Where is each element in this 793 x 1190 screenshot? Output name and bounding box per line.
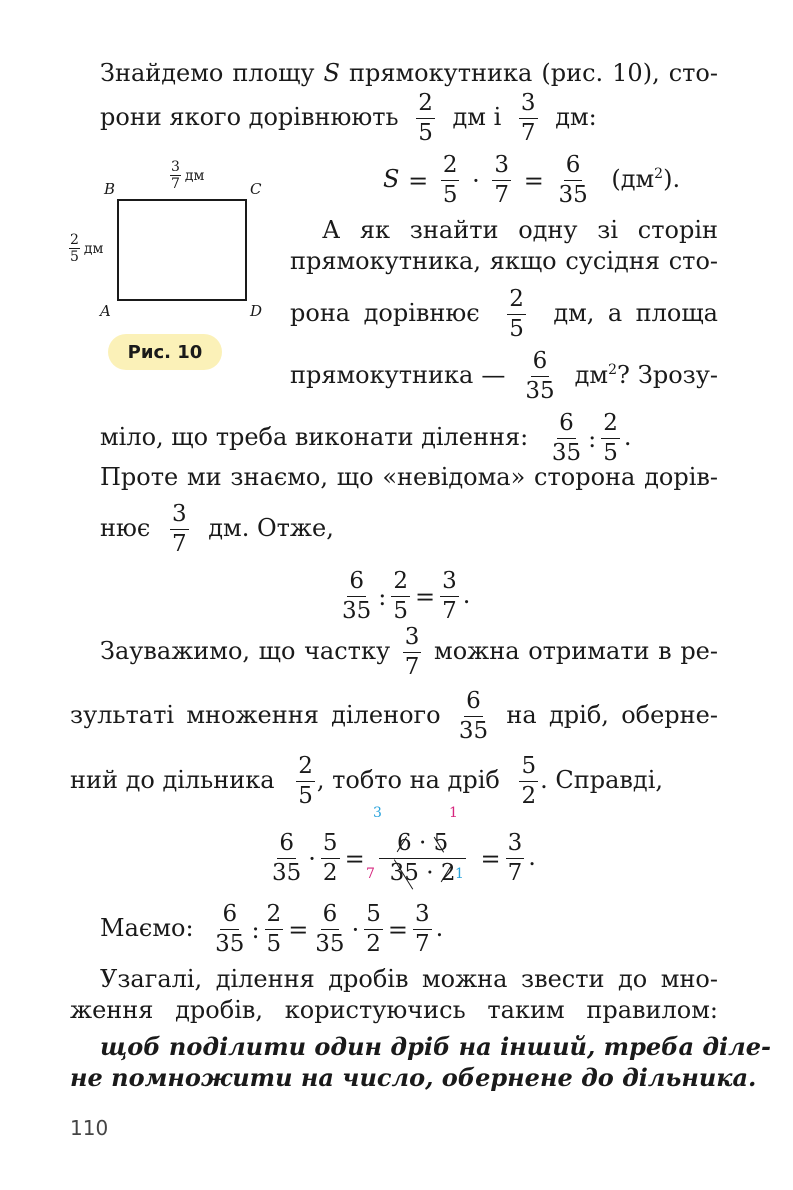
text: рони якого дорівнюють bbox=[100, 103, 399, 131]
text-line-1 bbox=[100, 58, 718, 88]
rule-line-2: не помножити на число, обернене до дільника. bbox=[70, 1063, 757, 1092]
text-line-p2-1: А як знайти одну зі сторін bbox=[322, 216, 718, 244]
text: дм і bbox=[452, 103, 502, 131]
text-line-p3-1: Проте ми знаємо, що «невідома» сторона дорів- bbox=[100, 463, 718, 491]
text-line-p3-2: нює $\frac{3}{7}$ дм. Отже, bbox=[100, 501, 334, 557]
text: дм: bbox=[555, 103, 597, 131]
figure-caption: Рис. 10 bbox=[108, 334, 222, 370]
rectangle-figure bbox=[110, 195, 255, 307]
text-line-p2-3: рона дорівнює $\frac{2}{5}$ дм, а площа bbox=[290, 286, 718, 342]
text-line-p4-3: ний до дільника $\frac{2}{5}$ , тобто на дріб $\frac{5}{2}$ . Справді, bbox=[70, 753, 663, 809]
text-line-p2-2: прямокутника, якщо сусідня сто- bbox=[290, 247, 718, 275]
rule-line-1: щоб поділити один дріб на інший, треба діле- bbox=[100, 1032, 771, 1061]
text: Знайдемо площу bbox=[100, 59, 315, 87]
text-line-p4-2: зультаті множення діленого $\frac{6}{35}$ на дріб, оберне- bbox=[70, 688, 718, 744]
top-dimension: $\frac{3}{7}$ дм bbox=[171, 159, 205, 192]
text-line-p5-1: Узагалі, ділення дробів можна звести до мно- bbox=[100, 965, 718, 993]
text-line-p5-2: ження дробів, користуючись таким правилом: bbox=[70, 996, 718, 1024]
vertex-c: C bbox=[250, 180, 262, 198]
cancel-mark-7: 7 bbox=[366, 866, 375, 882]
vertex-a: A bbox=[100, 302, 111, 320]
text-line-2 bbox=[100, 92, 597, 145]
text: прямокутника (рис. 10), сто- bbox=[349, 59, 718, 87]
fraction-2-5: $\frac{2}{5}$ bbox=[418, 90, 433, 146]
fraction-3-7: $\frac{3}{7}$ bbox=[520, 90, 536, 146]
cancel-mark-3: 3 bbox=[373, 805, 382, 821]
var-s: S bbox=[323, 59, 340, 87]
equation-area: S = $\frac{2}{5}$ · $\frac{3}{7}$ = $\frac{6}{35}$ $(дм^2)$. bbox=[383, 152, 681, 208]
vertex-b: B bbox=[104, 180, 116, 198]
page-number: 110 bbox=[70, 1116, 109, 1140]
left-dimension: $\frac{2}{5}$ дм bbox=[70, 232, 104, 265]
equation-division: $\frac{6}{35}$ : $\frac{2}{5}$ = $\frac{3}{7}$ . bbox=[342, 568, 471, 624]
text-line-p2-4: прямокутника — $\frac{6}{35}$ $дм^2$? Зрозу- bbox=[290, 348, 718, 404]
text-line-p4-1: Зауважимо, що частку $\frac{3}{7}$ можна отримати в ре- bbox=[100, 624, 718, 680]
equation-cancellation: $\frac{6}{35}$ · $\frac{5}{2}$ = $\frac{6 \cdot 5}{35 \cdot 2}$ = $\frac{3}{7}$ . bbox=[272, 830, 536, 886]
vertex-d: D bbox=[250, 302, 263, 320]
cancel-mark-1-top: 1 bbox=[449, 805, 458, 821]
equation-result: Маємо: $\frac{6}{35}$ : $\frac{2}{5}$ = $\frac{6}{35}$ · $\frac{5}{2}$ = $\frac{3}{7}$ . bbox=[100, 901, 444, 957]
cancel-mark-1-bottom: 1 bbox=[455, 866, 464, 882]
text-line-p2-5: міло, що треба виконати ділення: $\frac{6}{35}$ : $\frac{2}{5}$ . bbox=[100, 410, 632, 466]
